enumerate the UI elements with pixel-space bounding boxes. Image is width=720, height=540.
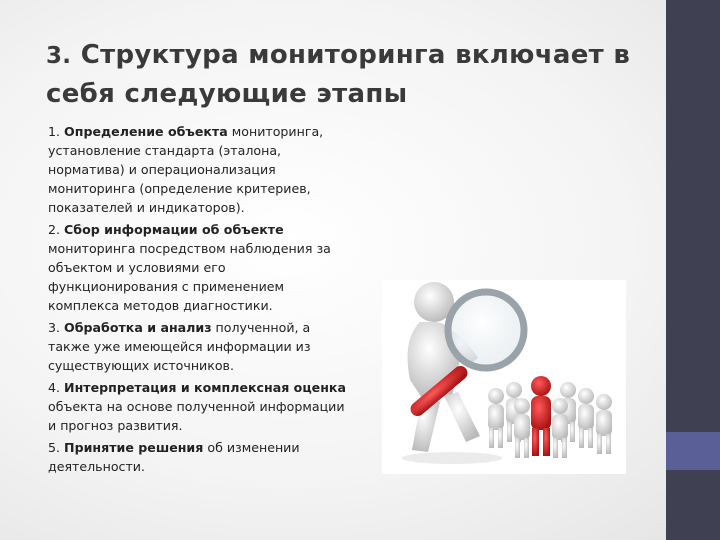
step-3: [48, 318, 353, 375]
step-text: мониторинга, установление стандарта (эталона, норматива) и операционализация мониторинга (определение критериев, показателей и индикаторов).: [48, 124, 324, 215]
step-text: мониторинга посредством наблюдения за объектом и условиями его функционирования с применением комплекса методов диагностики.: [48, 241, 331, 313]
step-heading: Обработка и анализ: [64, 320, 212, 335]
step-2: [48, 220, 353, 315]
step-number: 3.: [48, 320, 61, 335]
steps-list: [48, 122, 353, 479]
step-heading: Сбор информации об объекте: [64, 222, 284, 237]
step-text: полученной, а также уже имеющейся информации из существующих источников.: [48, 320, 311, 373]
step-text: об изменении деятельности.: [48, 440, 300, 474]
step-number: 4.: [48, 380, 61, 395]
illustration-svg: [382, 280, 626, 474]
step-heading: Интерпретация и комплексная оценка: [64, 380, 346, 395]
people-group: [488, 376, 612, 458]
title-number: 3.: [46, 43, 72, 69]
step-4: [48, 378, 353, 435]
step-text: объекта на основе полученной информации и прогноз развития.: [48, 399, 345, 433]
step-number: 5.: [48, 440, 61, 455]
step-number: 1.: [48, 124, 61, 139]
step-5: [48, 438, 353, 476]
highlighted-red-figure: [531, 376, 551, 456]
slide-title: [46, 36, 646, 113]
title-line1: Структура мониторинга включает в: [71, 40, 631, 70]
sidebar-accent-block: [666, 432, 720, 470]
step-number: 2.: [48, 222, 61, 237]
title-line2: себя следующие этапы: [46, 79, 408, 109]
step-1: [48, 122, 353, 217]
step-heading: Определение объекта: [64, 124, 228, 139]
magnifier-people-icon: [382, 280, 626, 474]
step-heading: Принятие решения: [64, 440, 204, 455]
